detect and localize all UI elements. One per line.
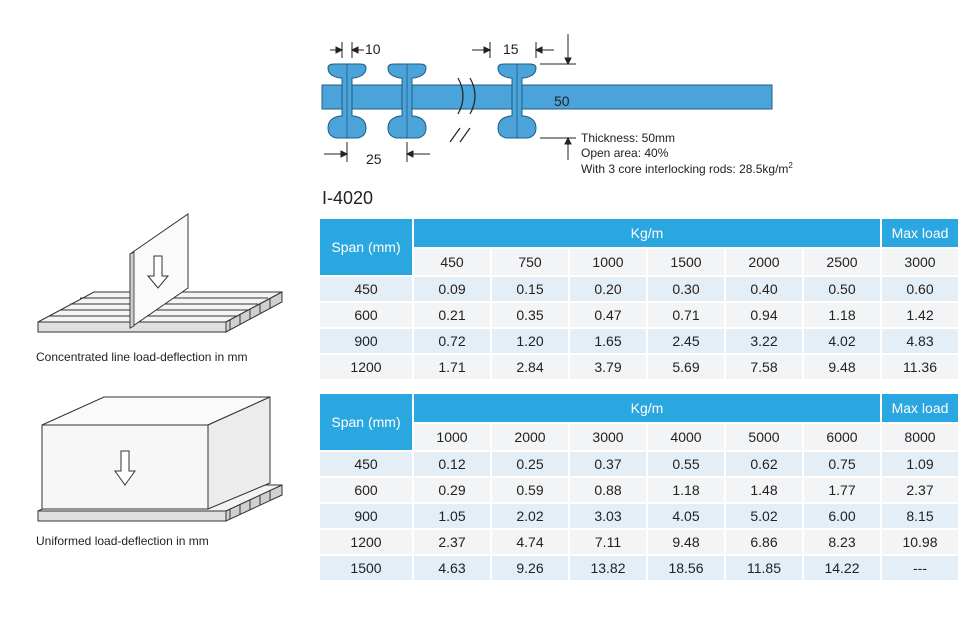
t1-r1-c1: 0.35 (492, 303, 568, 327)
t2-r1-span: 600 (320, 478, 412, 502)
t1-r2-c3: 2.45 (648, 329, 724, 353)
t1-r2-c1: 1.20 (492, 329, 568, 353)
t2-max-header: Max load (882, 394, 958, 422)
concentrated-line-load-illustration (30, 210, 290, 340)
t2-group-header: Kg/m (414, 394, 880, 422)
t2-r1-c3: 1.18 (648, 478, 724, 502)
table-row (320, 452, 958, 476)
t2-col-5: 6000 (804, 424, 880, 450)
t2-r0-c1: 0.25 (492, 452, 568, 476)
t2-r1-c6: 2.37 (882, 478, 958, 502)
t1-max-header: Max load (882, 219, 958, 247)
t1-r1-c0: 0.21 (414, 303, 490, 327)
t2-r0-c2: 0.37 (570, 452, 646, 476)
t2-r3-c2: 7.11 (570, 530, 646, 554)
t2-r2-c6: 8.15 (882, 504, 958, 528)
t1-r0-c4: 0.40 (726, 277, 802, 301)
table-row (320, 355, 958, 379)
dimension-top-left-label: 10 (365, 41, 381, 57)
t1-r2-c0: 0.72 (414, 329, 490, 353)
t2-r0-c3: 0.55 (648, 452, 724, 476)
t1-r0-c3: 0.30 (648, 277, 724, 301)
t2-col-2: 3000 (570, 424, 646, 450)
table-row (320, 556, 958, 580)
t2-r4-span: 1500 (320, 556, 412, 580)
t1-r3-span: 1200 (320, 355, 412, 379)
dimension-height-label: 50 (554, 93, 570, 109)
t2-r3-c3: 9.48 (648, 530, 724, 554)
t2-r1-c1: 0.59 (492, 478, 568, 502)
t1-r2-c5: 4.02 (804, 329, 880, 353)
t1-r0-c6: 0.60 (882, 277, 958, 301)
t1-r1-c5: 1.18 (804, 303, 880, 327)
t2-r3-c5: 8.23 (804, 530, 880, 554)
table-row (320, 530, 958, 554)
t1-r1-span: 600 (320, 303, 412, 327)
t2-r1-c2: 0.88 (570, 478, 646, 502)
t1-r3-c4: 7.58 (726, 355, 802, 379)
spec-rods (581, 161, 793, 176)
t2-r4-c5: 14.22 (804, 556, 880, 580)
t1-r3-c2: 3.79 (570, 355, 646, 379)
t1-r3-c0: 1.71 (414, 355, 490, 379)
t1-group-header: Kg/m (414, 219, 880, 247)
t1-r1-c3: 0.71 (648, 303, 724, 327)
t2-r1-c0: 0.29 (414, 478, 490, 502)
t2-r0-c0: 0.12 (414, 452, 490, 476)
t2-r3-span: 1200 (320, 530, 412, 554)
load-table-uniform (318, 392, 960, 582)
t2-r2-c3: 4.05 (648, 504, 724, 528)
load-table-line (318, 217, 960, 381)
uniformed-load-illustration (30, 393, 290, 528)
t1-r2-span: 900 (320, 329, 412, 353)
load-plate-edge (130, 252, 134, 328)
t2-r4-c2: 13.82 (570, 556, 646, 580)
interlocking-rod-band (322, 85, 772, 109)
t1-col-2: 1000 (570, 249, 646, 275)
spec-rods-text: With 3 core interlocking rods: 28.5kg/m (581, 162, 789, 176)
t1-col-3: 1500 (648, 249, 724, 275)
t2-r0-span: 450 (320, 452, 412, 476)
t1-r0-c1: 0.15 (492, 277, 568, 301)
t1-r0-c5: 0.50 (804, 277, 880, 301)
t1-r0-c2: 0.20 (570, 277, 646, 301)
t2-r0-c5: 0.75 (804, 452, 880, 476)
t2-col-1: 2000 (492, 424, 568, 450)
t2-r0-c6: 1.09 (882, 452, 958, 476)
t2-r0-c4: 0.62 (726, 452, 802, 476)
t1-r0-c0: 0.09 (414, 277, 490, 301)
t2-col-6: 8000 (882, 424, 958, 450)
line-load-caption: Concentrated line load-deflection in mm (36, 350, 248, 364)
t2-col-0: 1000 (414, 424, 490, 450)
t2-span-header: Span (mm) (320, 394, 412, 450)
t1-r3-c5: 9.48 (804, 355, 880, 379)
t2-r1-c5: 1.77 (804, 478, 880, 502)
t1-r1-c6: 1.42 (882, 303, 958, 327)
t2-r4-c6: --- (882, 556, 958, 580)
t1-r1-c4: 0.94 (726, 303, 802, 327)
t1-r2-c6: 4.83 (882, 329, 958, 353)
t2-r4-c3: 18.56 (648, 556, 724, 580)
t2-r4-c4: 11.85 (726, 556, 802, 580)
t2-r2-c2: 3.03 (570, 504, 646, 528)
t2-r2-c4: 5.02 (726, 504, 802, 528)
t1-col-1: 750 (492, 249, 568, 275)
t2-col-4: 5000 (726, 424, 802, 450)
t2-r2-c5: 6.00 (804, 504, 880, 528)
t1-col-6: 3000 (882, 249, 958, 275)
t1-r2-c4: 3.22 (726, 329, 802, 353)
t1-col-5: 2500 (804, 249, 880, 275)
t2-col-3: 4000 (648, 424, 724, 450)
t2-r3-c6: 10.98 (882, 530, 958, 554)
t2-r2-span: 900 (320, 504, 412, 528)
spec-thickness: Thickness: 50mm (581, 131, 676, 145)
table-row (320, 277, 958, 301)
table-row (320, 303, 958, 327)
t1-r3-c1: 2.84 (492, 355, 568, 379)
t2-r1-c4: 1.48 (726, 478, 802, 502)
t2-r3-c4: 6.86 (726, 530, 802, 554)
t1-col-0: 450 (414, 249, 490, 275)
uniform-load-caption: Uniformed load-deflection in mm (36, 534, 209, 548)
t2-r3-c1: 4.74 (492, 530, 568, 554)
table-row (320, 478, 958, 502)
t1-r3-c6: 11.36 (882, 355, 958, 379)
t2-r2-c1: 2.02 (492, 504, 568, 528)
table-row (320, 329, 958, 353)
t1-col-4: 2000 (726, 249, 802, 275)
spec-open-area: Open area: 40% (581, 146, 669, 160)
dimension-top-left (330, 42, 364, 58)
t1-r0-span: 450 (320, 277, 412, 301)
t2-r3-c0: 2.37 (414, 530, 490, 554)
t1-r3-c3: 5.69 (648, 355, 724, 379)
t1-r2-c2: 1.65 (570, 329, 646, 353)
t1-span-header: Span (mm) (320, 219, 412, 275)
product-code: I-4020 (322, 188, 374, 208)
dimension-top-right-label: 15 (503, 41, 519, 57)
t2-r4-c1: 9.26 (492, 556, 568, 580)
spec-rods-sup: 2 (788, 161, 793, 170)
t2-r4-c0: 4.63 (414, 556, 490, 580)
dimension-bottom-label: 25 (366, 151, 382, 167)
t2-r2-c0: 1.05 (414, 504, 490, 528)
table-row (320, 504, 958, 528)
t1-r1-c2: 0.47 (570, 303, 646, 327)
